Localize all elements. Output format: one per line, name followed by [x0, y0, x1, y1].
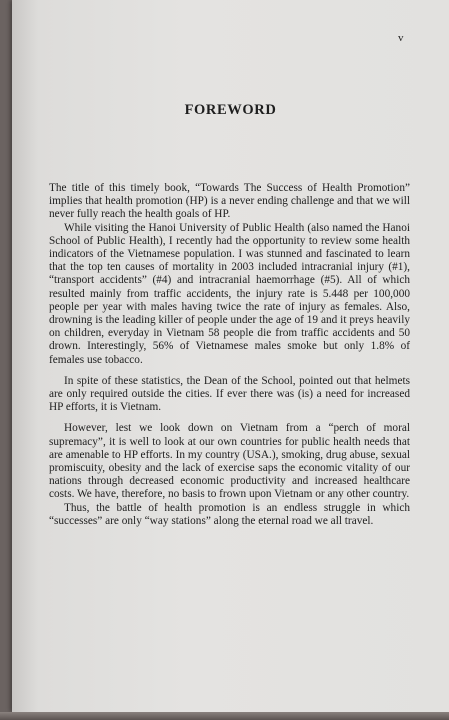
paragraph-4: However, lest we look down on Vietnam from a “perch of moral supremacy”, it is well to look at our own countries for public health needs that are amenable to HP efforts. In my country (USA.), smoking, drug abuse, sexual promiscuity, obesity and the lack of exercise saps the economic vitality of our nations through decreased economic productivity and increased healthcare costs. We have, therefore, no basis to frown upon Vietnam or any other country.	[49, 422, 410, 501]
book-page	[12, 0, 449, 712]
body-text	[49, 182, 410, 528]
book-edge	[0, 712, 449, 720]
paragraph-1: The title of this timely book, “Towards The Success of Health Promotion” implies that health promotion (HP) is a never ending challenge and that we will never fully reach the health goals of HP.	[49, 182, 410, 221]
paragraph-5: Thus, the battle of health promotion is an endless struggle in which “successes” are only “way stations” along the eternal road we all travel.	[49, 501, 410, 527]
page-title: FOREWORD	[184, 102, 277, 118]
page-number: v	[398, 32, 404, 44]
paragraph-2: While visiting the Hanoi University of Public Health (also named the Hanoi School of Public Health), I recently had the opportunity to review some health indicators of the Vietnamese population. I was stunned and fascinated to learn that the top ten causes of mortality in 2003 included intracranial injury (#1), “transport accidents” (#4) and intracranial haemorrhage (#5). All of which resulted mainly from traffic accidents, the injury rate is 5.448 per 100,000 people per year with males having twice the rate of injury as females. Also, drowning is the leading killer of people under the age of 19 and it preys heavily on children, everyday in Vietnam 58 people die from traffic accidents and 50 drown. Interestingly, 56% of Vietnamese males smoke but only 1.8% of females use tobacco.	[49, 221, 410, 366]
paragraph-3: In spite of these statistics, the Dean of the School, pointed out that helmets are only required outside the cities. If ever there was (is) a need for increased HP efforts, it is Vietnam.	[49, 374, 410, 414]
